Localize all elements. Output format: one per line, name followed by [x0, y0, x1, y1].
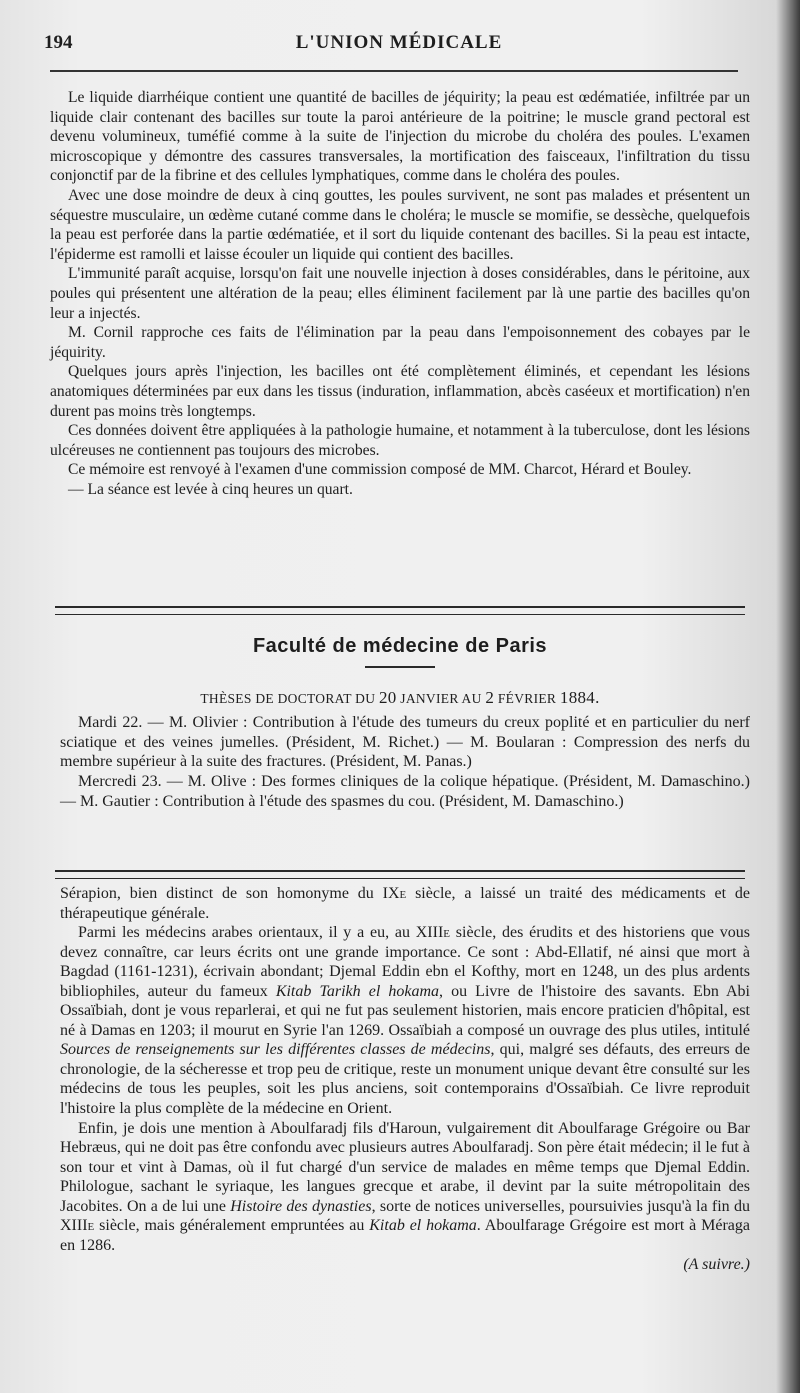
- text-run: siècle, mais généralement empruntées au: [94, 1217, 370, 1235]
- theses-heading: [55, 688, 745, 708]
- heading-rule: [365, 666, 435, 668]
- section-heading: Faculté de médecine de Paris: [252, 635, 548, 657]
- continued-note-line: [60, 1255, 750, 1275]
- article-paragraph: Avec une dose moindre de deux à cinq gouttes, les poules survivent, ne sont pas malades et présentent un séquestre musculaire, un œdème cutané comme dans le choléra; le muscle se momifie, se dessèche, quelquefois la peau est perforée dans la partie œdématiée, et il sort du liquide contenant des bacilles. Si la peau est intacte, l'épiderme est ramolli et laisse écouler un liquide qui contient des bacilles.: [50, 186, 750, 263]
- theses-list: [60, 713, 750, 812]
- century-mark: XIIIe: [415, 924, 451, 942]
- century-mark: XIIIe: [60, 1217, 95, 1235]
- book-title: Kitab Tarikh el hokama: [275, 982, 440, 1000]
- article-paragraph: Quelques jours après l'injection, les bacilles ont été complètement éliminés, et cependant les lésions anatomiques déterminées par eux dans les tissus (induration, inflammation, abcès caséeux et mortification) n'en durent pas moins très longtemps.: [50, 363, 750, 420]
- thesis-entry: Mardi 22. — M. Olivier : Contribution à l'étude des tumeurs du creux poplité et en particulier du nerf sciatique et des veines jumelles. (Président, M. Richet.) — M. Boularan : Compression des nerfs du membre supérieur à la suite des fractures. (Président, M. Panas.): [60, 714, 750, 771]
- continued-note: (A suivre.): [683, 1256, 750, 1274]
- text-run: , ou Livre de l'histoire des savants. Ebn Abi Ossaïbiah, dont je vous reparlerai, et qui ne fut pas seulement historien, mais encore praticien d'hôpital, est né à Damas en 1203; il mourut en Syrie l'an 1269. Ossaïbiah a composé un ouvrage des plus utiles, intitulé: [60, 982, 751, 1039]
- text-run: siècle, des érudits et des historiens que vous devez connaître, car leurs écrits ont une grande importance. Ce sont : Abd-Ellatif, né ainsi que mort à Bagdad (1161-1231), écrivain abondant; Djemal Eddin ebn el Kofthy, mort en 1248, un des plus ardents bibliophiles, auteur du fameux: [60, 924, 751, 1000]
- section-divider: [55, 606, 745, 615]
- book-title: Histoire des dynasties: [230, 1197, 372, 1215]
- article-paragraph: M. Cornil rapproche ces faits de l'élimination par la peau dans l'empoisonnement des cobayes par le jéquirity.: [50, 324, 750, 361]
- article-paragraph: L'immunité paraît acquise, lorsqu'on fait une nouvelle injection à doses considérables, dans le péritoine, aux poules qui présentent une altération de la peau; elles éliminent facilement par là une partie des bacilles qu'on leur a injectés.: [50, 265, 750, 322]
- century-mark: IXe: [382, 885, 407, 902]
- article-continuation: [50, 88, 750, 499]
- text-run: , sorte de notices universelles, poursuivies jusqu'à la fin du: [371, 1197, 750, 1215]
- book-title: Sources de renseignements sur les différentes classes de médecins: [60, 1041, 491, 1059]
- theses-heading-day1: 20: [378, 688, 397, 707]
- feuilleton: [60, 884, 750, 1275]
- feuilleton-divider: [55, 870, 745, 879]
- article-paragraph: Le liquide diarrhéique contient une quantité de bacilles de jéquirity; la peau est œdématiée, infiltrée par un liquide clair contenant des bacilles sur toute la paroi antérieure de la poitrine; le muscle grand pectoral est devenu volumineux, tuméfié comme à la suite de l'injection du microbe du choléra des poules. L'examen microscopique y démontre des cassures transversales, la mortification des faisceaux, l'infiltration du tissu conjonctif par de la fibrine et des cellules lymphatiques, comme dans le choléra des poules.: [50, 89, 750, 185]
- journal-title: L'UNION MÉDICALE: [295, 32, 503, 53]
- header-rule: [50, 70, 738, 72]
- theses-heading-year: 1884.: [559, 688, 600, 707]
- feuilleton-paragraph: [60, 884, 750, 923]
- text-run: Sérapion, bien distinct de son homonyme du: [60, 885, 383, 902]
- text-run: Parmi les médecins arabes orientaux, il y a eu, au: [78, 924, 416, 942]
- text-run: . Aboulfarage Grégoire est mort à Méraga en 1286.: [60, 1217, 751, 1254]
- theses-heading-mid: JANVIER AU: [400, 691, 482, 706]
- text-run: siècle, a laissé un traité des médicaments et de thérapeutique générale.: [60, 885, 751, 922]
- thesis-entry: Mercredi 23. — M. Olive : Des formes cliniques de la colique hépatique. (Président, M. Damaschino.) — M. Gautier : Contribution à l'étude des spasmes du cou. (Président, M. Damaschino.): [60, 773, 750, 810]
- text-run: , qui, malgré ses défauts, des erreurs de chronologie, de la sécheresse et trop peu de critique, reste un monument unique devant être consulté sur les médecins de tous les peuples, soit les plus anciens, soit contemporains d'Ossaïbiah. Ce livre reproduit l'histoire la plus complète de la médecine en Orient.: [60, 1041, 751, 1118]
- page-number: 194: [44, 32, 73, 53]
- article-paragraph: — La séance est levée à cinq heures un quart.: [68, 480, 353, 498]
- running-head: [44, 32, 754, 58]
- article-paragraph: Ces données doivent être appliquées à la pathologie humaine, et notamment à la tuberculose, dont les lésions ulcéreuses ne contiennent pas toujours des microbes.: [50, 422, 750, 459]
- text-run: Enfin, je dois une mention à Aboulfaradj fils d'Haroun, vulgairement dit Aboulfarage Grégoire ou Bar Hebræus, qui ne doit pas être confondu avec plusieurs autres Aboulfaradj. Son père était médecin; il le fut à son tour et vint à Damas, où il fut chargé d'un service de malades en même temps que Djemal Eddin. Philologue, sachant le syriaque, les langues grecque et arabe, il devint par la suite métropolitain des Jacobites. On a de lui une: [60, 1119, 750, 1215]
- book-title: Kitab el hokama: [369, 1217, 477, 1235]
- feuilleton-paragraph: [60, 923, 750, 1118]
- theses-heading-suffix: FÉVRIER: [497, 691, 557, 706]
- theses-heading-day2: 2: [485, 688, 495, 707]
- article-paragraph: Ce mémoire est renvoyé à l'examen d'une commission composé de MM. Charcot, Hérard et Bouley.: [68, 461, 692, 479]
- theses-heading-prefix: THÈSES DE DOCTORAT DU: [200, 691, 376, 706]
- feuilleton-paragraph: [60, 1119, 750, 1256]
